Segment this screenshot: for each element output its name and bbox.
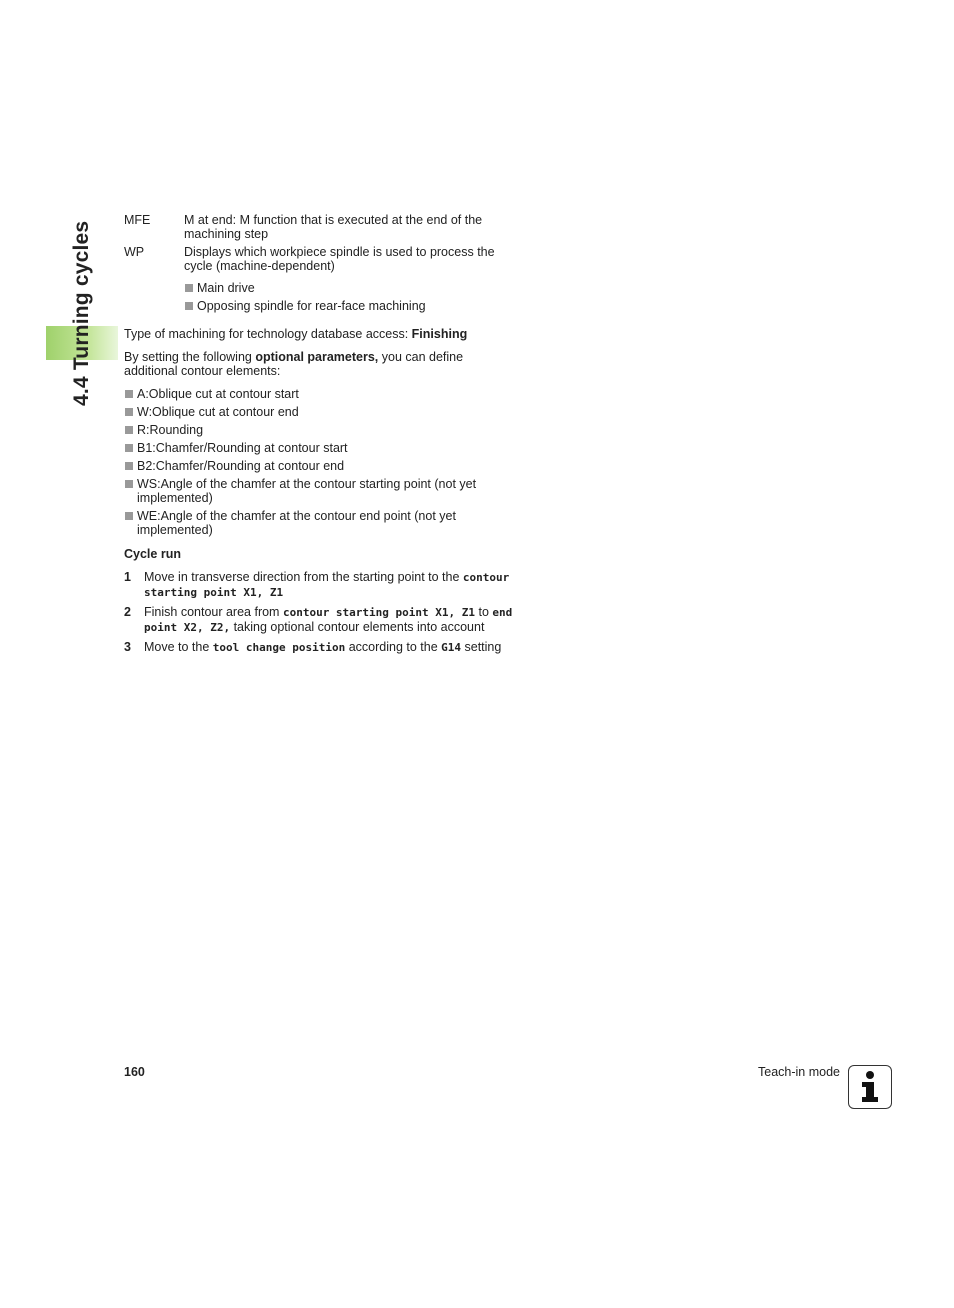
step-text-part: taking optional contour elements into account [230,620,485,634]
machining-type-value: Finishing [411,327,468,341]
step-code: contour starting point X1, Z1 [282,606,476,619]
list-item-text: R:Rounding [137,423,204,437]
square-bullet-icon [125,390,133,398]
param-key: MFE [124,213,151,227]
step-text-part: Move to the [144,640,213,654]
list-item [124,387,519,401]
list-item-text: Opposing spindle for rear-face machining [197,299,426,313]
list-item [184,299,519,313]
step-item [124,570,519,600]
cycle-run-heading: Cycle run [124,547,181,561]
wp-option-list [184,281,519,313]
step-text [144,570,519,600]
step-text [144,605,519,635]
list-item-text: B1:Chamfer/Rounding at contour start [137,441,348,455]
square-bullet-icon [185,302,193,310]
list-item-text: WE:Angle of the chamfer at the contour end point (not yet implemented) [137,509,456,537]
list-item [124,405,519,419]
step-code: end point X2, Z2, [144,606,513,634]
list-item [124,423,519,437]
list-item-text: W:Oblique cut at contour end [137,405,299,419]
step-code: tool change position [212,641,346,654]
step-text [144,640,519,655]
step-text-part: Finish contour area from [144,605,283,619]
square-bullet-icon [125,408,133,416]
step-number: 2 [124,605,131,619]
square-bullet-icon [185,284,193,292]
step-text-part: according to the [345,640,442,654]
list-item-text: Main drive [197,281,255,295]
square-bullet-icon [125,480,133,488]
optional-bold: optional parameters, [255,350,379,364]
param-row [124,213,519,241]
page-number: 160 [124,1065,145,1079]
step-code: G14 [441,641,462,654]
list-item [184,281,519,295]
contour-element-list [124,387,519,537]
list-item-text: WS:Angle of the chamfer at the contour starting point (not yet implemented) [137,477,477,505]
square-bullet-icon [125,462,133,470]
optional-params-paragraph [124,350,519,378]
cycle-run-steps [124,570,519,655]
machining-type-prefix: Type of machining for technology database access: [124,327,412,341]
list-item [124,477,519,505]
machining-type-paragraph [124,327,519,341]
main-content [124,213,519,660]
param-desc: M at end: M function that is executed at the end of the machining step [184,213,483,241]
step-item [124,605,519,635]
step-number: 3 [124,640,131,654]
square-bullet-icon [125,444,133,452]
square-bullet-icon [125,426,133,434]
list-item-text: A:Oblique cut at contour start [137,387,299,401]
step-code: contour starting point X1, Z1 [144,571,510,599]
square-bullet-icon [125,512,133,520]
step-text-part: setting [461,640,502,654]
footer-chapter: Teach-in mode [758,1065,840,1079]
list-item [124,441,519,455]
list-item [124,509,519,537]
step-number: 1 [124,570,131,584]
optional-prefix: By setting the following [124,350,256,364]
step-text-part: to [475,605,493,619]
step-text-part: Move in transverse direction from the starting point to the [144,570,463,584]
info-icon [848,1065,892,1109]
section-title: 4.4 Turning cycles [70,220,93,406]
step-item [124,640,519,655]
param-desc: Displays which workpiece spindle is used to process the cycle (machine-dependent) [184,245,495,273]
param-row [124,245,519,273]
optional-suffix: you can define additional contour elements: [124,350,464,378]
list-item [124,459,519,473]
param-key: WP [124,245,145,259]
list-item-text: B2:Chamfer/Rounding at contour end [137,459,345,473]
